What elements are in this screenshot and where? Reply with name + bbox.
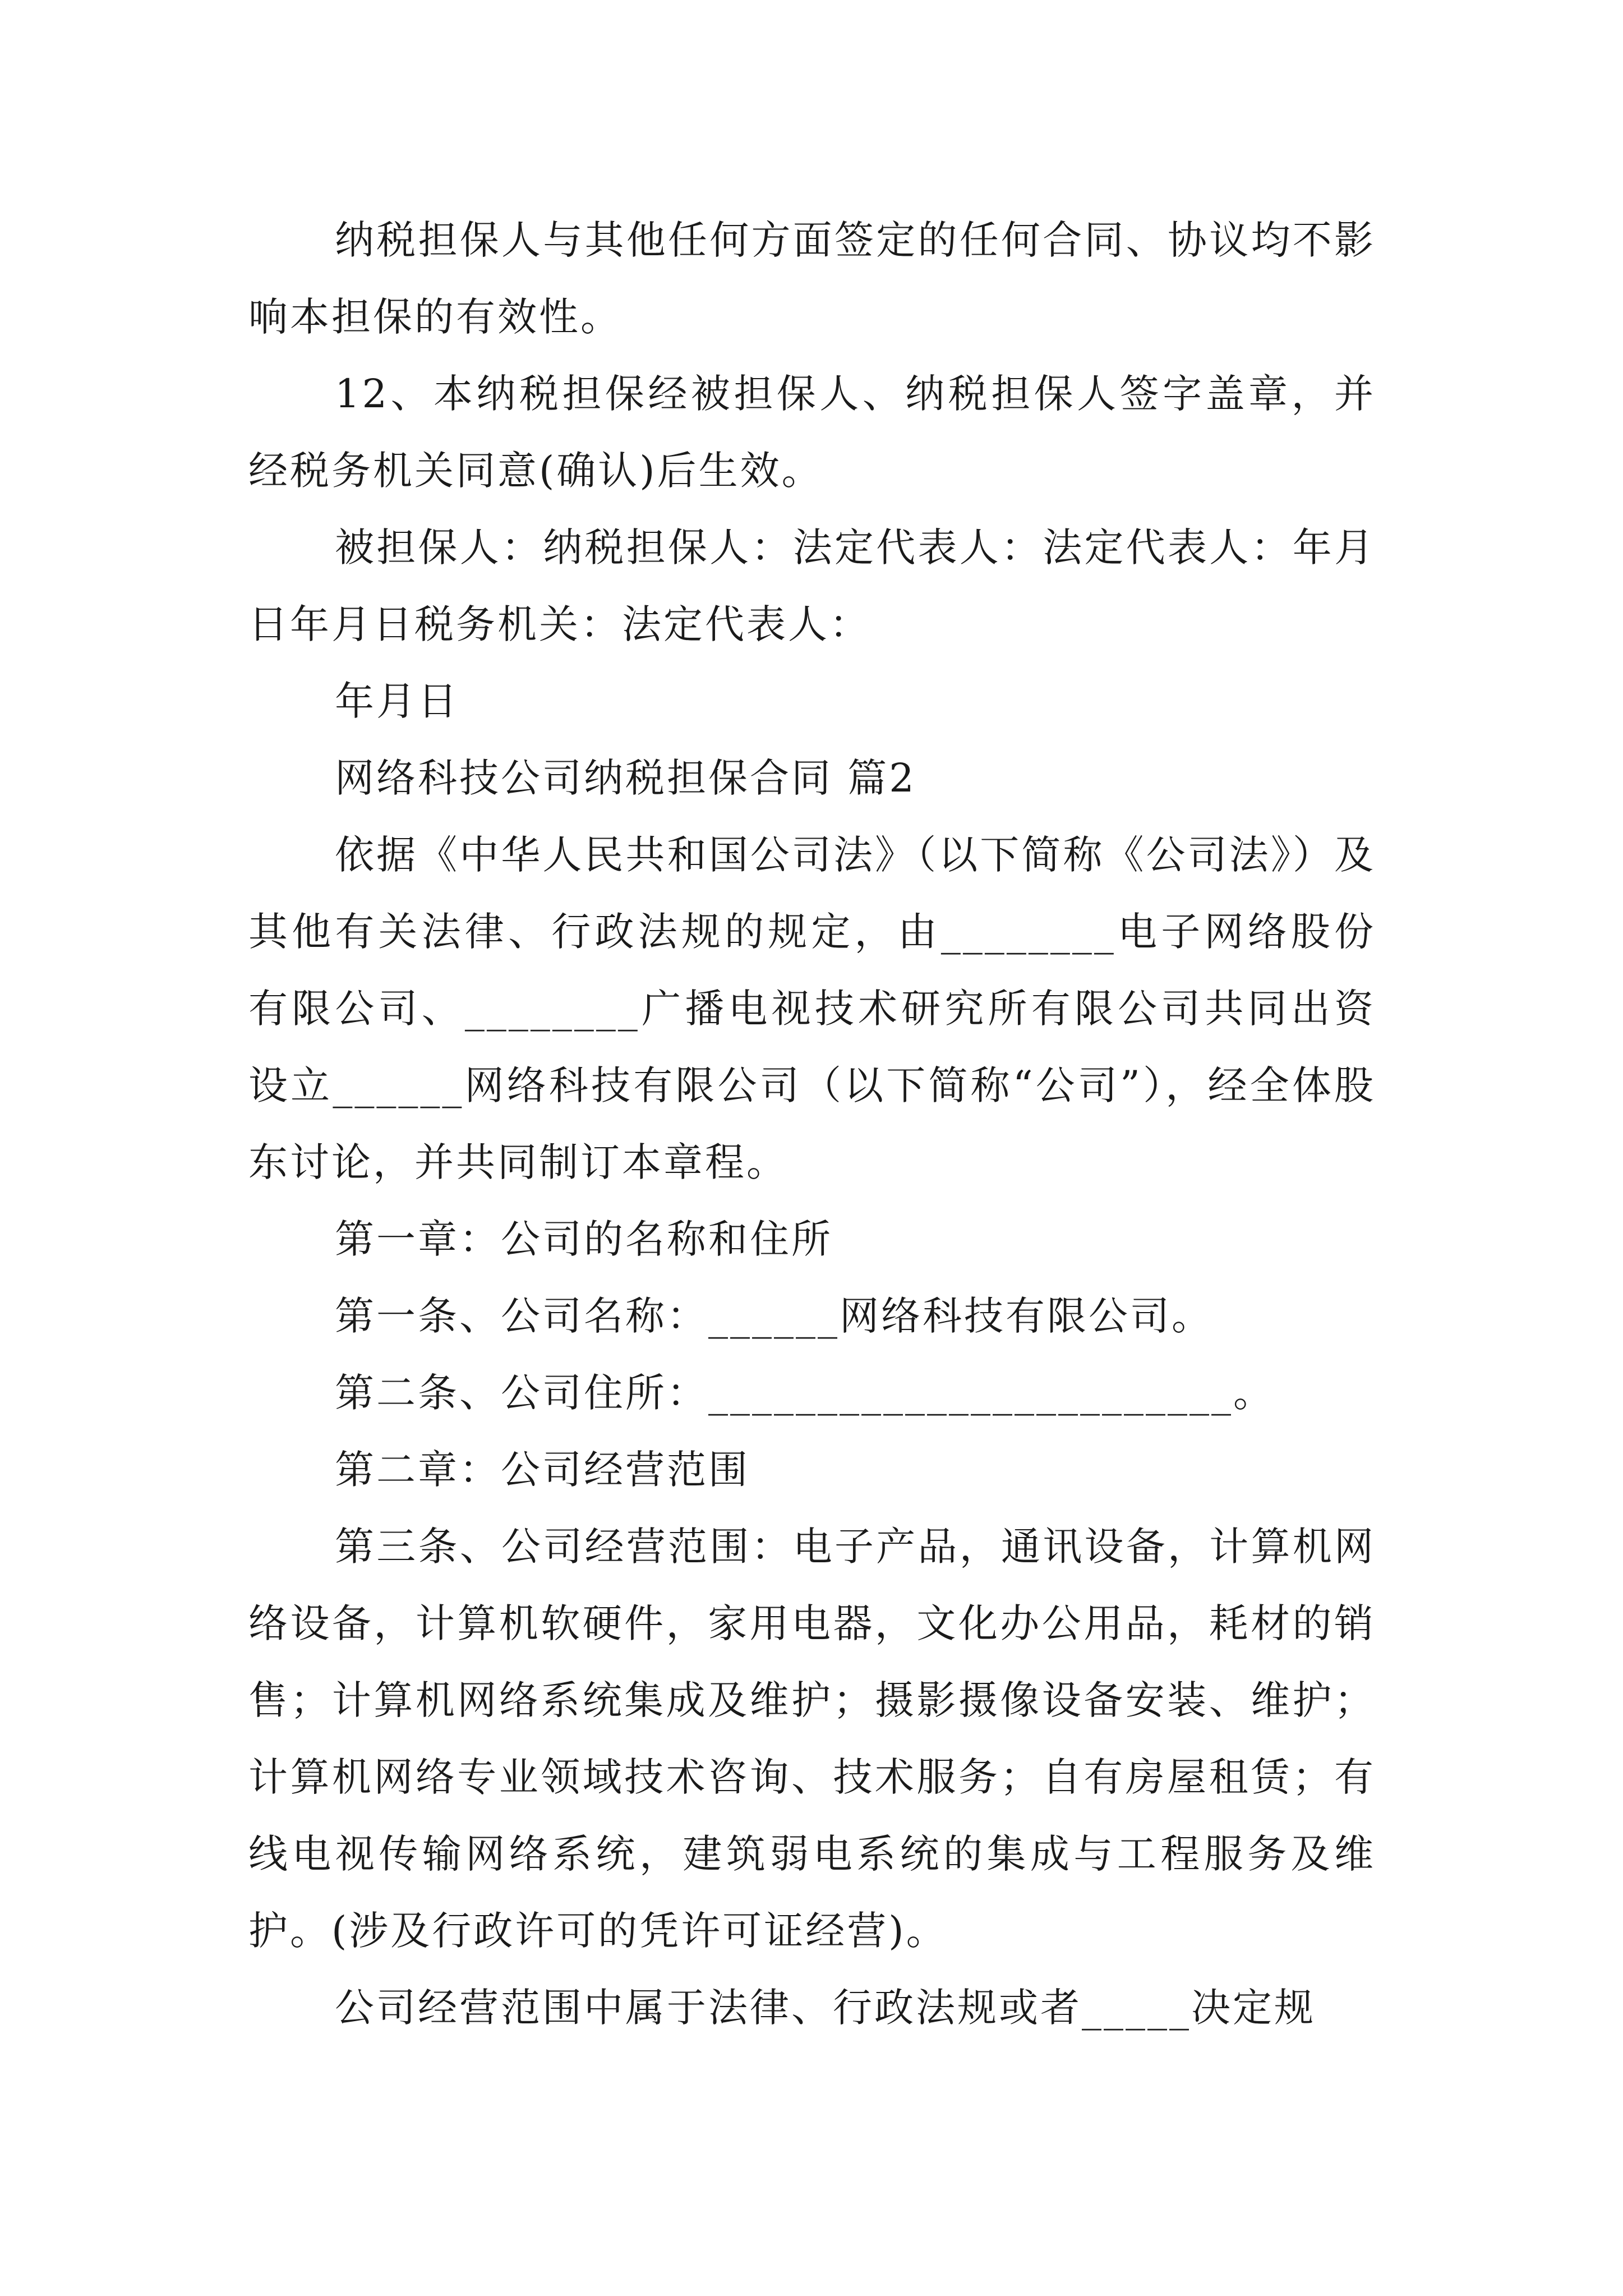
article-3-business-scope: 第三条、公司经营范围：电子产品，通讯设备，计算机网络设备，计算机软硬件，家用电器，文化办公用品，耗材的销售；计算机网络系统集成及维护；摄影摄像设备安装、维护；计算机网络专业领域技术咨询、技术服务；自有房屋租赁；有线电视传输网络系统，建筑弱电系统的集成与工程服务及维护。(涉及行政许可的凭许可证经营)。 <box>248 1524 1376 1954</box>
document-body <box>248 202 1376 2046</box>
paragraph-guarantee-validity: 纳税担保人与其他任何方面签定的任何合同、协议均不影响本担保的有效性。 <box>248 217 1376 340</box>
section-heading-part-2: 网络科技公司纳税担保合同 篇2 <box>335 755 916 801</box>
paragraph-date-line: 年月日 <box>335 678 459 724</box>
paragraph-signatures: 被担保人：纳税担保人：法定代表人：法定代表人：年月日年月日税务机关：法定代表人： <box>248 524 1376 647</box>
article-2-company-address: 第二条、公司住所：________________________。 <box>335 1370 1275 1416</box>
article-1-company-name: 第一条、公司名称：______网络科技有限公司。 <box>335 1293 1213 1339</box>
chapter-2-heading: 第二章：公司经营范围 <box>335 1447 750 1493</box>
paragraph-preamble: 依据《中华人民共和国公司法》（以下简称《公司法》）及其他有关法律、行政法规的规定，由________电子网络股份有限公司、________广播电视技术研究所有限公司共同出资设立______网络科技有限公司（以下简称“公司”），经全体股东讨论，并共同制订本章程。 <box>248 832 1376 1185</box>
chapter-1-heading: 第一章：公司的名称和住所 <box>335 1216 833 1262</box>
paragraph-business-scope-continued: 公司经营范围中属于法律、行政法规或者_____决定规 <box>335 1985 1316 2031</box>
paragraph-article-12: 12、本纳税担保经被担保人、纳税担保人签字盖章，并经税务机关同意(确认)后生效。 <box>248 371 1376 494</box>
